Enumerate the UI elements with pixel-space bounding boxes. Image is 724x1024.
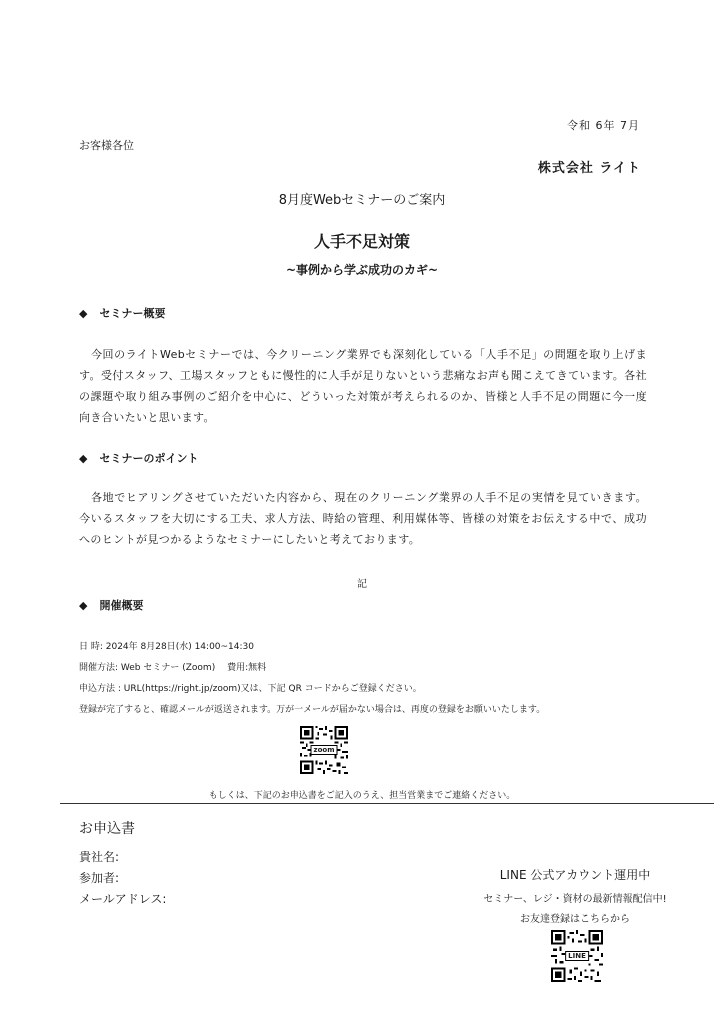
diamond-bullet-icon: ◆ — [79, 306, 88, 320]
participant-field[interactable]: 参加者: — [79, 871, 120, 885]
zoom-qr-code[interactable] — [300, 726, 348, 774]
event-confirm: 登録が完了すると、確認メールが返送されます。万が一メールが届かない場合は、再度の登録をお願いいたします。 — [79, 705, 546, 715]
diamond-bullet-icon: ◆ — [79, 451, 88, 465]
diamond-bullet-icon: ◆ — [79, 598, 88, 612]
page-subtitle: ~事例から学ぶ成功のカギ~ — [285, 263, 439, 277]
overview-paragraph: 今回のライトWebセミナーでは、今クリーニング業界でも深刻化している「人手不足」の問題を取り上げます。受付スタッフ、工場スタッフともに慢性的に人手が足りないという悲痛なお声も聞こえてきています。各社の課題や取り組み事例のご紹介を中心に、どういった対策が考えられるのか、皆様と人手不足の問題に今一度向き合いたいと思います。 — [79, 348, 647, 424]
points-paragraph: 各地でヒアリングさせていただいた内容から、現在のクリーニング業界の人手不足の実情を見ていきます。今いるスタッフを大切にする工夫、求人方法、時給の管理、利用媒体等、皆様の対策をお伝えする中で、成功へのヒントが見つかるようなセミナーにしたいと考えております。 — [79, 491, 647, 546]
event-line: 8月度Webセミナーのご案内 — [278, 193, 446, 208]
event-method: 開催方法: Web セミナー (Zoom) 費用:無料 — [79, 663, 267, 673]
form-title: お申込書 — [79, 821, 135, 837]
line-account-subtitle: セミナー、レジ・資材の最新情報配信中! — [483, 894, 667, 905]
addressee: お客様各位 — [79, 139, 134, 152]
line-qr-code[interactable] — [551, 930, 603, 982]
event-datetime: 日 時: 2024年 8月28日(水) 14:00~14:30 — [79, 642, 254, 652]
event-apply: 申込方法 : URL(https://right.jp/zoom)又は、下記 QR コードからご登録ください。 — [79, 684, 422, 694]
zoom-logo-label: zoom — [311, 745, 338, 755]
section-heading-points — [79, 450, 198, 466]
divider — [60, 803, 714, 804]
section-heading-text: セミナー概要 — [99, 307, 166, 320]
application-notice: もしくは、下記のお申込書をご記入のうえ、担当営業までご連絡ください。 — [208, 791, 516, 801]
section-heading-overview — [79, 305, 165, 321]
page-title: 人手不足対策 — [313, 232, 410, 251]
line-account-title: LINE 公式アカウント運用中 — [499, 868, 651, 882]
ki-mark: 記 — [357, 579, 367, 590]
line-friend-prompt: お友達登録はこちらから — [520, 914, 630, 925]
email-field[interactable]: メールアドレス: — [79, 892, 167, 906]
section-heading-details — [79, 597, 143, 613]
section-heading-text: セミナーのポイント — [99, 452, 199, 465]
line-logo-label: LINE — [565, 951, 589, 961]
company-name-field[interactable]: 貴社名: — [79, 850, 120, 864]
company-name: 株式会社 ライト — [537, 161, 641, 176]
document-date: 令和 6年 7月 — [567, 119, 640, 132]
section-heading-text: 開催概要 — [99, 599, 144, 612]
